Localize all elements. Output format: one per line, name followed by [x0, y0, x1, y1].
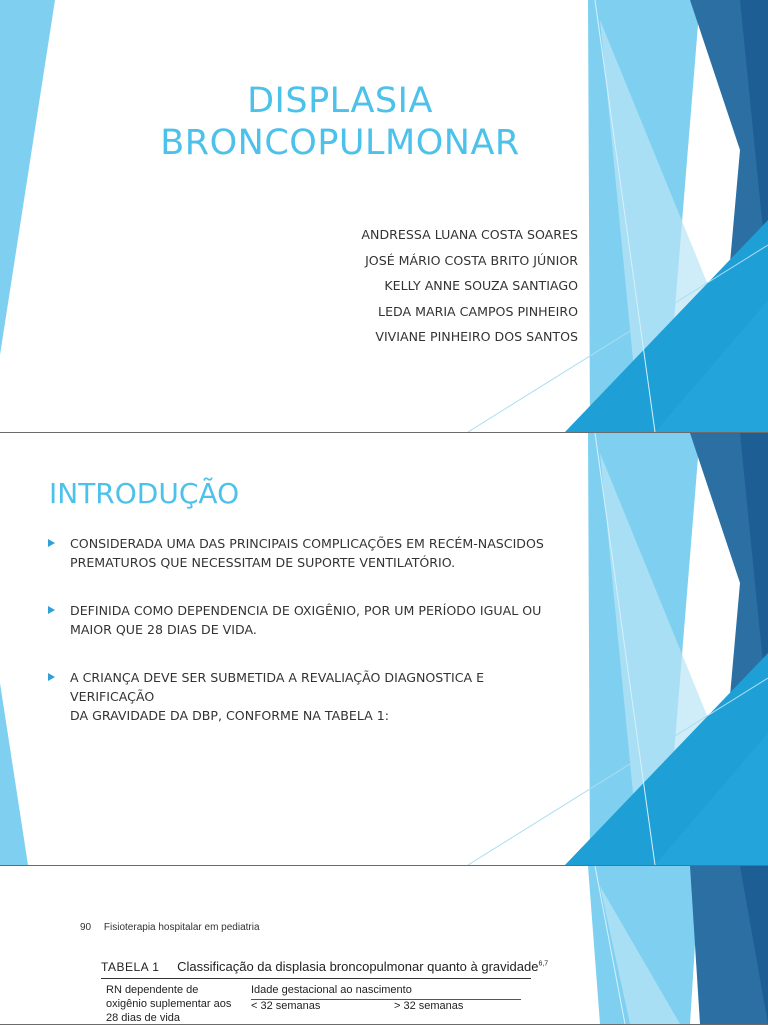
title-line: DISPLASIA — [247, 81, 433, 121]
bullet-list — [48, 534, 568, 754]
title-line: BRONCOPULMONAR — [160, 123, 520, 163]
bullet-text-line: MAIOR QUE 28 DIAS DE VIDA. — [70, 622, 257, 637]
row-header-line: oxigênio suplementar aos — [106, 998, 232, 1010]
left-sliver-shape — [0, 683, 28, 865]
table-caption — [101, 959, 548, 974]
column-header-over-32: > 32 semanas — [394, 1000, 464, 1012]
row-header-line: RN dependente de — [106, 984, 199, 996]
title-slide — [0, 0, 768, 432]
bullet-text-line: CONSIDERADA UMA DAS PRINCIPAIS COMPLICAÇÕES EM RECÉM-NASCIDOS — [70, 536, 544, 551]
arrow-bullet-icon — [48, 673, 55, 681]
page-number: 90 — [80, 922, 92, 933]
bullet-item — [48, 668, 568, 725]
slide-title — [100, 80, 580, 164]
author-list — [361, 222, 578, 350]
row-header-line: 28 dias de vida — [106, 1012, 180, 1024]
row-header-cell — [106, 983, 246, 1025]
table-title: Classificação da displasia broncopulmonar quanto à gravidade — [177, 959, 539, 974]
column-group-header: Idade gestacional ao nascimento — [251, 983, 521, 1000]
book-title: Fisioterapia hospitalar em pediatria — [103, 922, 260, 933]
bullet-item — [48, 601, 568, 639]
author-name: KELLY ANNE SOUZA SANTIAGO — [384, 278, 578, 293]
arrow-bullet-icon — [48, 606, 55, 614]
author-name: VIVIANE PINHEIRO DOS SANTOS — [375, 329, 578, 344]
bullet-text-line: DA GRAVIDADE DA DBP, CONFORME NA TABELA 1: — [70, 708, 390, 723]
table-label: TABELA 1 — [101, 960, 160, 974]
bullet-item — [48, 534, 568, 572]
bullet-text-line: PREMATUROS QUE NECESSITAM DE SUPORTE VENTILATÓRIO. — [70, 555, 456, 570]
column-header-under-32: < 32 semanas — [251, 1000, 321, 1012]
bullet-text-line: DEFINIDA COMO DEPENDENCIA DE OXIGÊNIO, POR UM PERÍODO IGUAL OU — [70, 603, 542, 618]
author-name: ANDRESSA LUANA COSTA SOARES — [361, 227, 578, 242]
left-sliver-shape — [0, 0, 55, 355]
bullet-text-line: A CRIANÇA DEVE SER SUBMETIDA A REVALIAÇÃO DIAGNOSTICA E VERIFICAÇÃO — [70, 670, 485, 704]
author-name: JOSÉ MÁRIO COSTA BRITO JÚNIOR — [365, 252, 578, 268]
arrow-bullet-icon — [48, 539, 55, 547]
table-reference: 6,7 — [538, 960, 549, 968]
author-name: LEDA MARIA CAMPOS PINHEIRO — [378, 303, 578, 319]
section-title: INTRODUÇÃO — [49, 477, 240, 510]
book-page-header — [80, 922, 260, 933]
decorative-shapes — [0, 0, 768, 432]
severity-table — [101, 978, 531, 1024]
